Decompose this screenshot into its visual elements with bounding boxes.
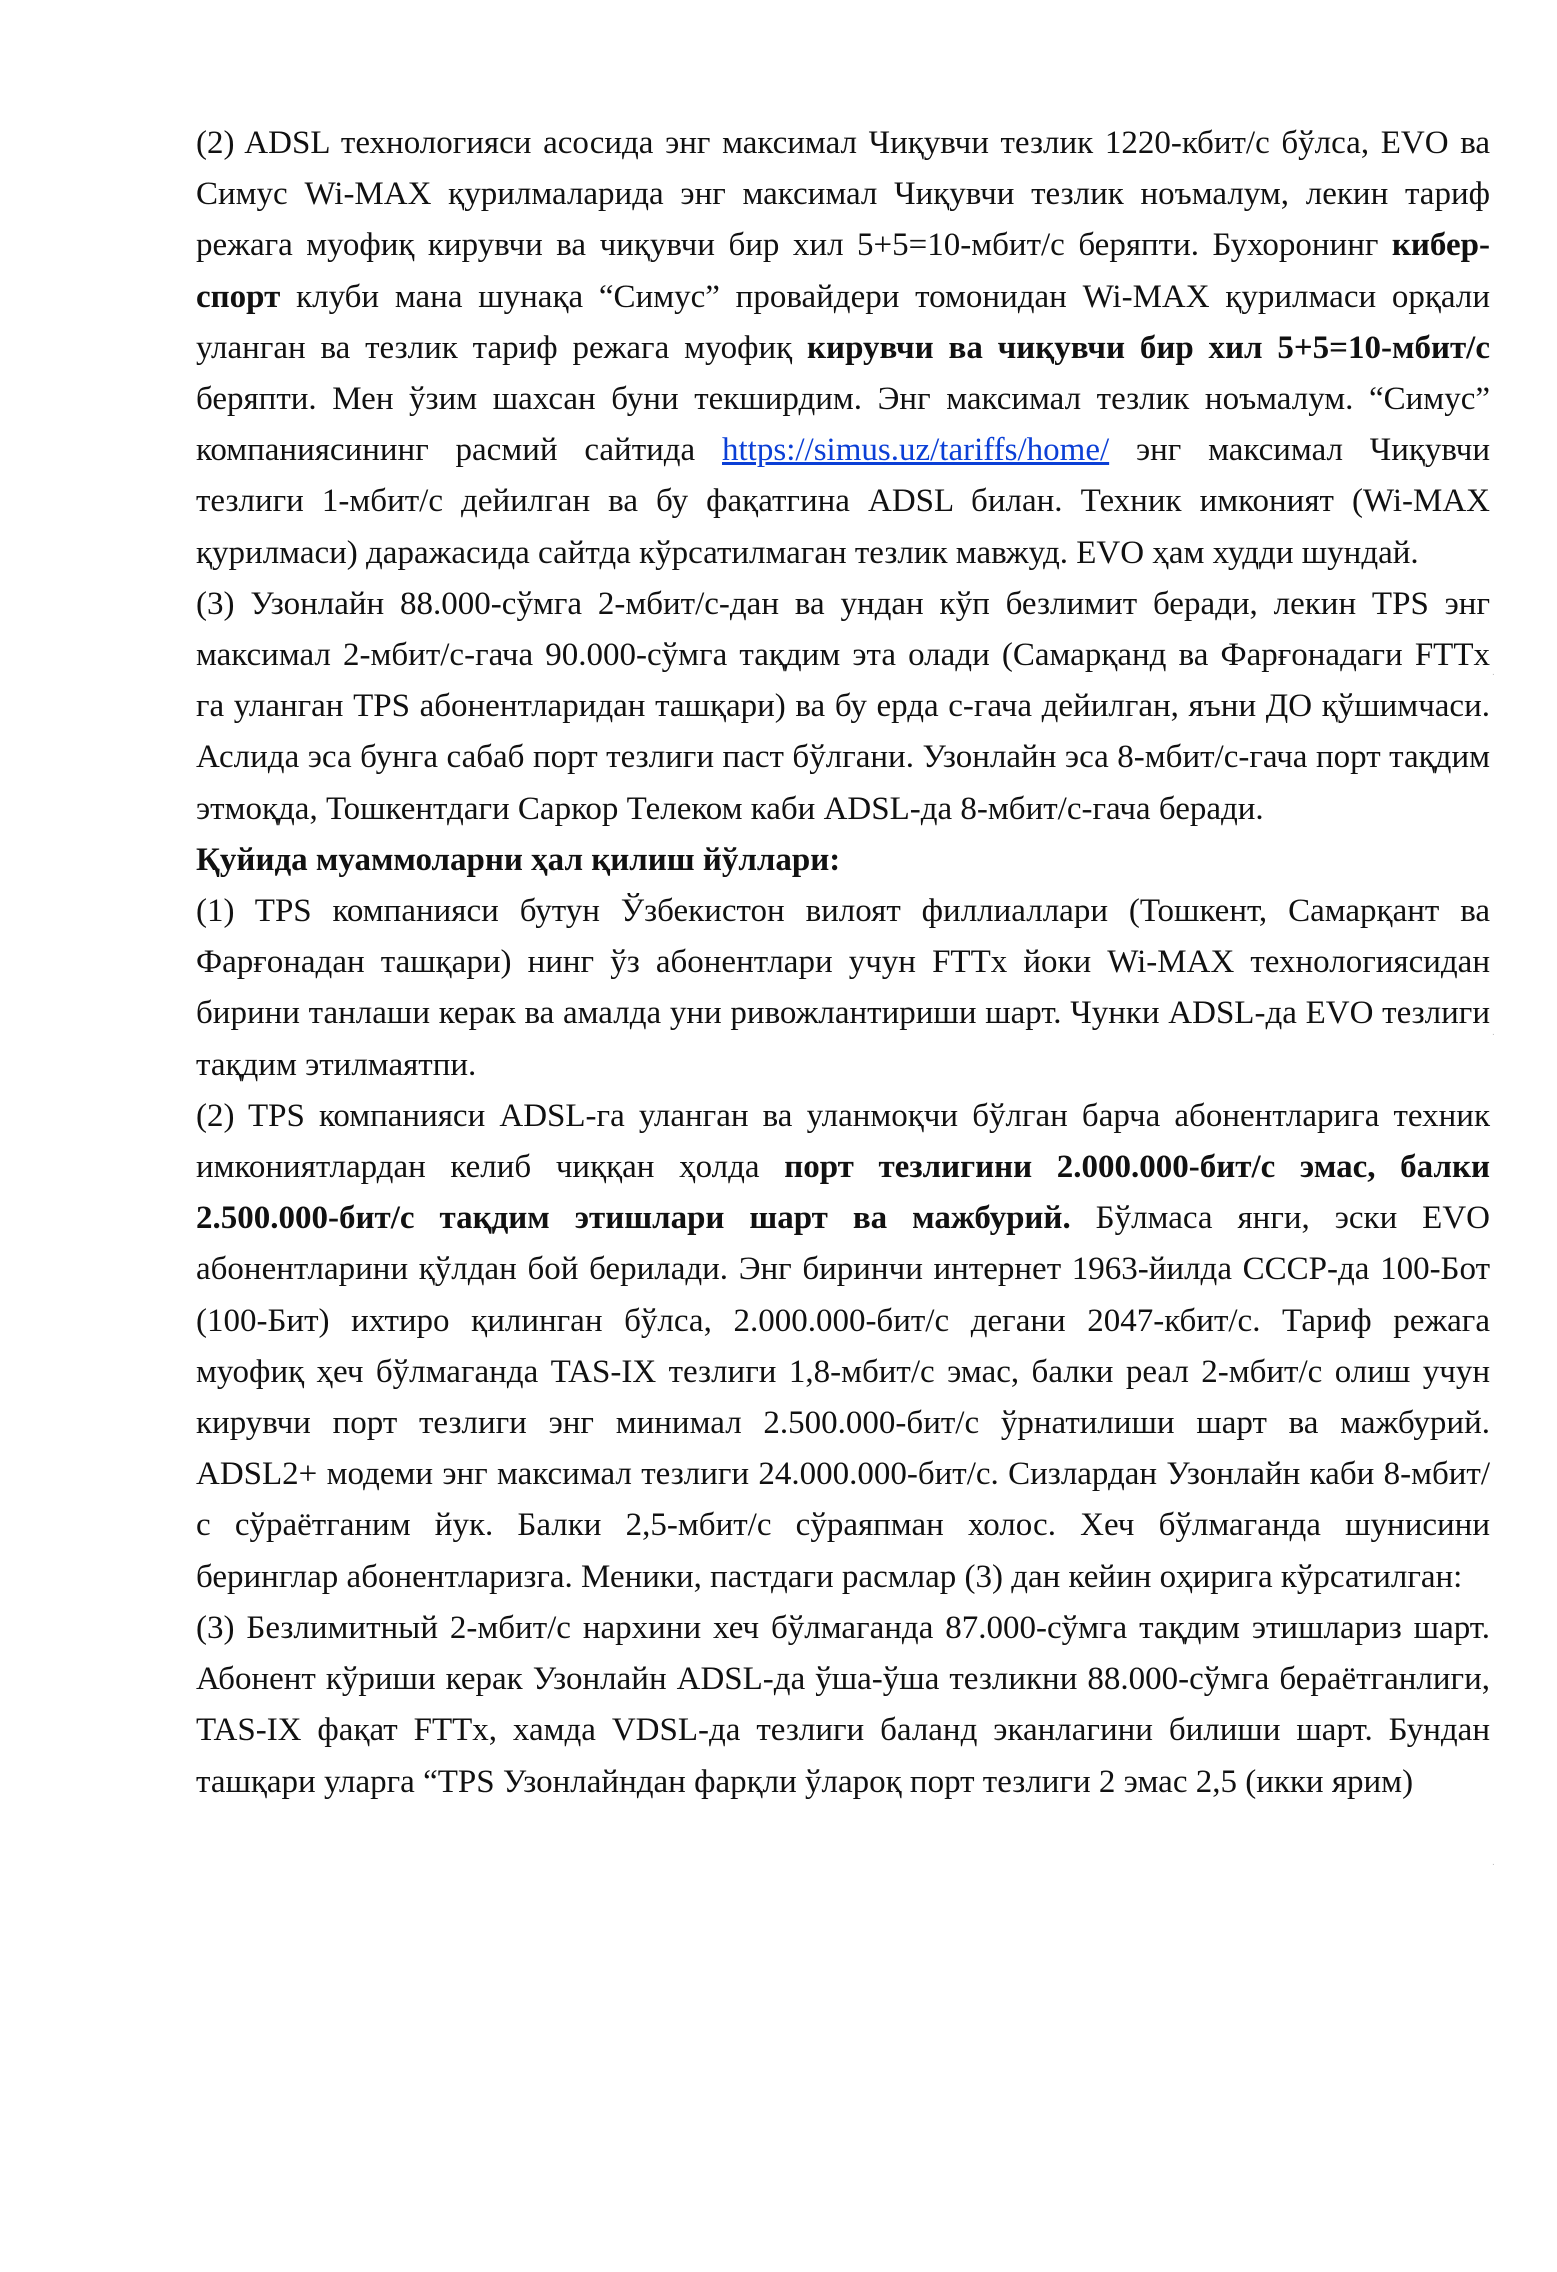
document-page — [196, 118, 1490, 1808]
text: (2) ADSL технологияси асосида энг максимал Чиқувчи тезлик 1220-кбит/с бўлса, EVO ва Симус Wi-MAX қурилмаларида энг максимал Чиқувчи тезлик ноъмалум, лекин тариф режага муофиқ кирувчи ва чиқувчи бир хил 5+5=10-мбит/с беряпти. Бухоронинг — [196, 125, 1490, 264]
margin-dot: . — [1492, 1857, 1495, 1868]
paragraph-solution-1: (1) TPS компанияси бутун Ўзбекистон вилоят филлиаллари (Тошкент, Самарқант ва Фарғонадан ташқари) нинг ўз абонентлари учун FTTx йоки Wi-MAX технологиясидан бирини танлаши керак ва амалда уни ривожлантириши шарт. Чунки ADSL-да EVO тезлиги тақдим этилмаятпи. — [196, 893, 1490, 1083]
section-heading: Қуйида муаммоларни ҳал қилиш йўллари: — [196, 841, 841, 878]
text: беряпти. Мен ўзим шахсан буни текширдим. Энг максимал тезлик ноъмалум. “Симус” компаниясининг расмий сайтида — [196, 381, 1490, 469]
text: (2) TPS компанияси ADSL-га уланган ва уланмоқчи бўлган барча абонентларига техник имкониятлардан келиб чиққан ҳолда — [196, 1097, 1490, 1186]
paragraph-3-uzonline: (3) Узонлайн 88.000-сўмга 2-мбит/с-дан ва ундан кўп безлимит беради, лекин TPS энг максимал 2-мбит/с-гача 90.000-сўмга тақдим эта олади (Самарқанд ва Фарғонадаги FTTx га уланган TPS абонентларидан ташқари) ва бу ерда с-гача дейилган, яъни ДО қўшимчаси. Аслида эса бунга сабаб порт тезлиги паст бўлгани. Узонлайн эса 8-мбит/с-гача порт тақдим этмоқда, Тошкентдаги Саркор Телеком каби ADSL-да 8-мбит/с-гача беради. — [196, 585, 1490, 827]
margin-dot: . — [1492, 667, 1495, 678]
paragraph-solution-2 — [196, 1091, 1490, 1603]
simus-tariffs-link[interactable]: https://simus.uz/tariffs/home/ — [722, 432, 1110, 469]
bold-speed: кирувчи ва чиқувчи бир хил 5+5=10-мбит/с — [807, 329, 1490, 366]
bold-port-speed: порт тезлигини 2.000.000-бит/с эмас, балки 2.500.000-бит/с тақдим этишлари шарт ва мажбурий. — [196, 1149, 1491, 1237]
bold-cybersport: кибер-спорт — [196, 227, 1490, 315]
text: энг максимал Чиқувчи тезлиги 1-мбит/с дейилган ва бу фақатгина ADSL билан. Техник имконият (Wi-MAX қурилмаси) даражасида сайтда кўрсатилмаган тезлик мавжуд. EVO ҳам худди шундай. — [196, 432, 1490, 571]
text: клуби мана шунақа “Симус” провайдери томонидан Wi-MAX қурилмаси орқали уланган ва тезлик тариф режага муофиқ — [196, 278, 1490, 366]
paragraph-2-adsl-speeds — [196, 118, 1490, 579]
text: Бўлмаса янги, эски EVO абонентларини қўлдан бой берилади. Энг биринчи интернет 1963-йилда СССР-да 100-Бот (100-Бит) ихтиро қилинган бўлса, 2.000.000-бит/с дегани 2047-кбит/с. Тариф режага муофиқ ҳеч бўлмаганда TAS-IX тезлиги 1,8-мбит/с эмас, балки реал 2-мбит/с олиш учун кирувчи порт тезлиги энг минимал 2.500.000-бит/с ўрнатилиши шарт ва мажбурий. ADSL2+ модеми энг максимал тезлиги 24.000.000-бит/с. Сизлардан Узонлайн каби 8-мбит/с сўраётганим йук. Балки 2,5-мбит/с сўраяпман холос. Хеч бўлмаганда шунисини беринглар абонентларизга. Меники, пастдаги расмлар (3) дан кейин оҳирига кўрсатилган: — [196, 1200, 1490, 1595]
margin-dot: . — [1492, 1027, 1495, 1038]
paragraph-solution-3: (3) Безлимитный 2-мбит/с нархини хеч бўлмаганда 87.000-сўмга тақдим этишлариз шарт. Абонент кўриши керак Узонлайн ADSL-да ўша-ўша тезликни 88.000-сўмга бераётганлиги, TAS-IX фақат FTTx, хамда VDSL-да тезлиги баланд эканлагини билиши шарт. Бундан ташқари уларга “TPS Узонлайндан фарқли ўлароқ порт тезлиги 2 эмас 2,5 (икки ярим) — [196, 1609, 1490, 1800]
